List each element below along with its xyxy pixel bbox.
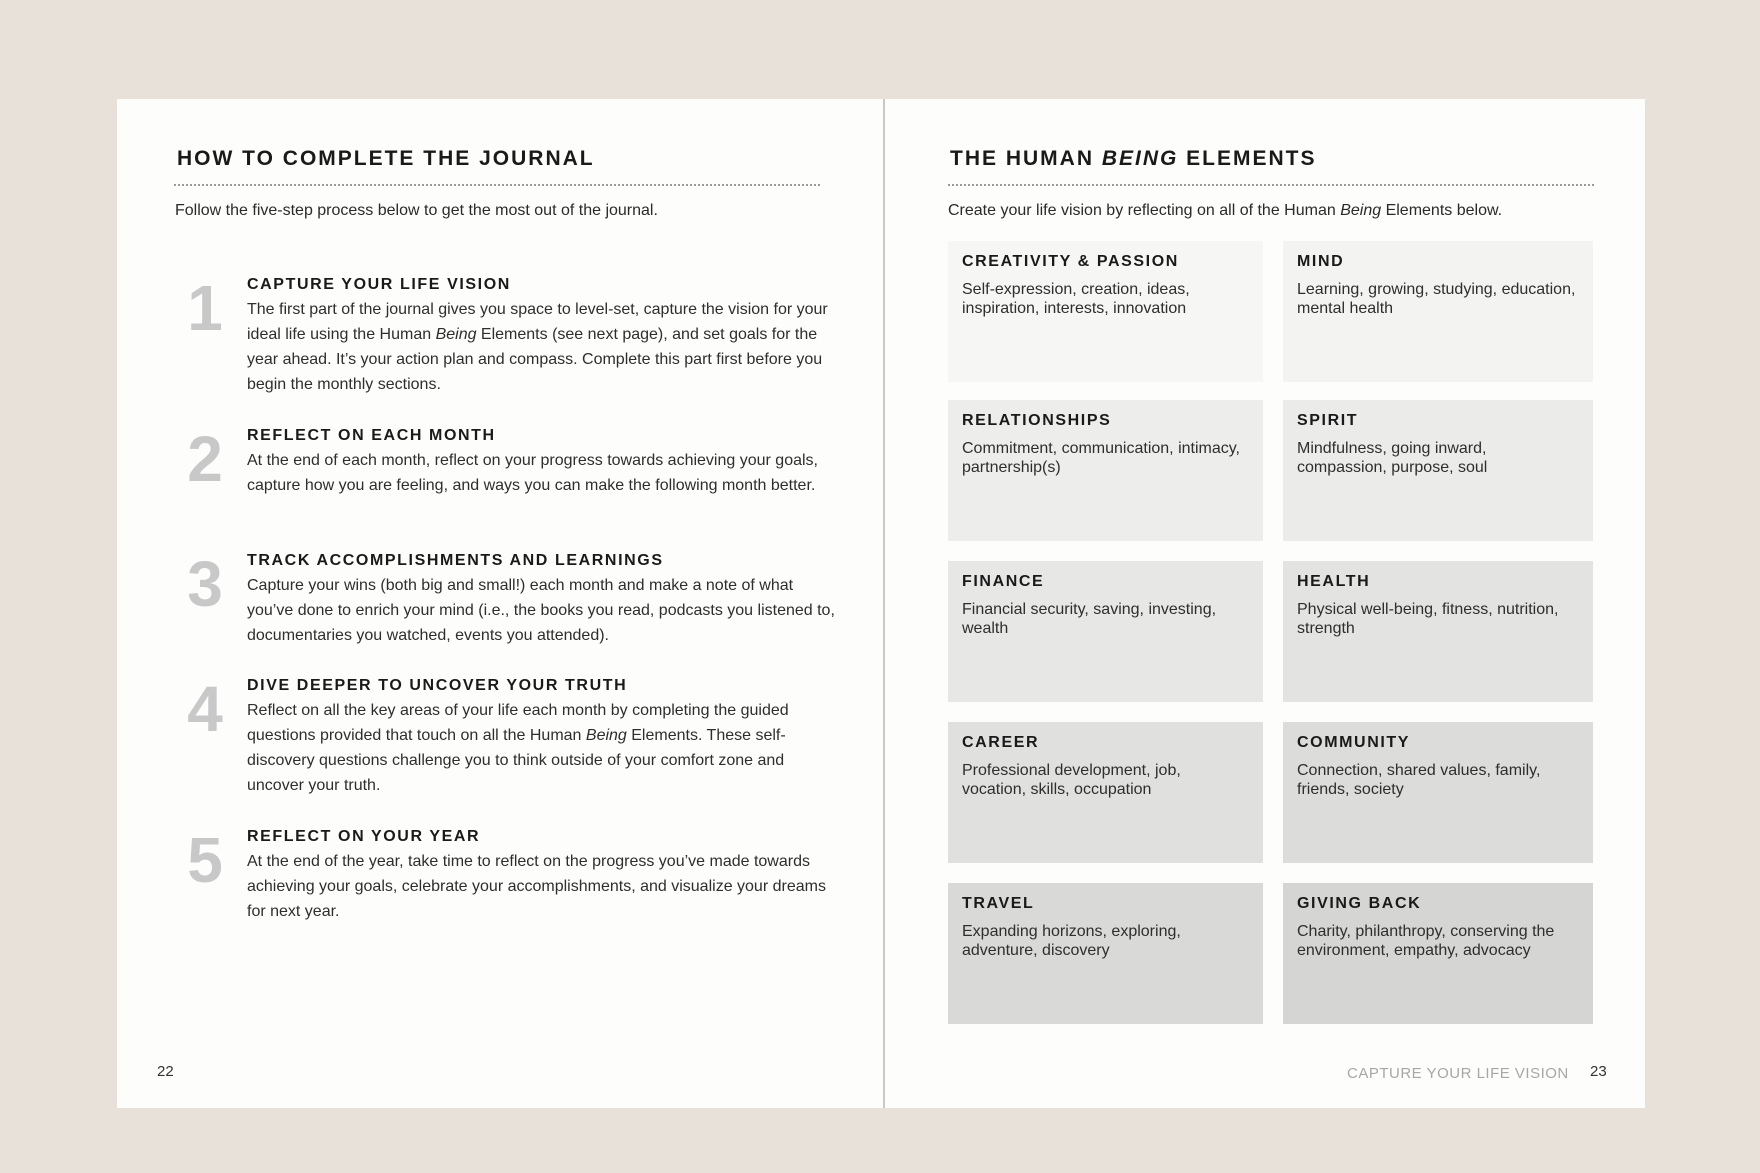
step-title: CAPTURE YOUR LIFE VISION [247,276,511,293]
step-title: DIVE DEEPER TO UNCOVER YOUR TRUTH [247,677,628,694]
element-title: CAREER [962,734,1040,751]
element-title: FINANCE [962,573,1045,590]
element-description: Connection, shared values, family, friends, society [1297,762,1541,798]
step-title: REFLECT ON YOUR YEAR [247,828,481,845]
right-heading-divider [948,184,1594,186]
element-description: Learning, growing, studying, education, mental health [1297,281,1576,317]
step-body: At the end of each month, reflect on your progress towards achieving your goals, capture how you are feeling, and ways you can make the following month better. [247,452,818,494]
left-heading-divider [174,184,820,186]
left-page-intro: Follow the five-step process below to get the most out of the journal. [175,202,658,219]
element-title: TRAVEL [962,895,1035,912]
element-description: Mindfulness, going inward, compassion, purpose, soul [1297,440,1488,476]
step-number: 3 [187,548,223,620]
step-title: REFLECT ON EACH MONTH [247,427,496,444]
element-description: Commitment, communication, intimacy, partnership(s) [962,440,1240,476]
heading-emphasis: BEING [1101,147,1179,170]
page-number-left: 22 [157,1063,174,1080]
element-card [1283,722,1593,863]
element-card [1283,400,1593,541]
left-page-heading: HOW TO COMPLETE THE JOURNAL [177,147,595,170]
right-page-heading [950,147,1317,171]
element-card [948,883,1263,1024]
element-description: Expanding horizons, exploring, adventure, discovery [962,923,1181,959]
element-title: GIVING BACK [1297,895,1422,912]
step-title: TRACK ACCOMPLISHMENTS AND LEARNINGS [247,552,664,569]
step-number: 2 [187,423,223,495]
step-body: The first part of the journal gives you space to level-set, capture the vision for your ideal life using the Human Being Elements (see next page), and set goals for the year ahead. It’s your action plan and compass. Complete this part first before you begin the monthly sections. [247,301,828,393]
running-head: CAPTURE YOUR LIFE VISION [1347,1065,1569,1082]
step-body: Reflect on all the key areas of your life each month by completing the guided questions provided that touch on all the Human Being Elements. These self-discovery questions challenge you to think outside of your comfort zone and uncover your truth. [247,702,789,794]
heading-text: THE HUMAN [950,147,1102,170]
heading-text: ELEMENTS [1178,147,1317,170]
element-card [948,722,1263,863]
element-description: Charity, philanthropy, conserving the environment, empathy, advocacy [1297,923,1555,959]
element-title: COMMUNITY [1297,734,1411,751]
element-card [948,561,1263,702]
step-body: Capture your wins (both big and small!) each month and make a note of what you’ve done to enrich your mind (i.e., the books you read, podcasts you listened to, documentaries you watched, events you attended). [247,577,835,644]
step-number: 4 [187,673,223,745]
page-gutter [883,99,885,1108]
element-description: Professional development, job, vocation, skills, occupation [962,762,1181,798]
element-title: RELATIONSHIPS [962,412,1112,429]
element-description: Self-expression, creation, ideas, inspiration, interests, innovation [962,281,1190,317]
element-title: HEALTH [1297,573,1371,590]
step-number: 5 [187,824,223,896]
page-number-right: 23 [1590,1063,1607,1080]
element-title: CREATIVITY & PASSION [962,253,1179,270]
element-title: MIND [1297,253,1345,270]
element-card [1283,883,1593,1024]
element-title: SPIRIT [1297,412,1359,429]
element-description: Financial security, saving, investing, wealth [962,601,1217,637]
element-card [1283,241,1593,382]
right-page-intro: Create your life vision by reflecting on all of the Human Being Elements below. [948,202,1503,219]
element-card [1283,561,1593,702]
element-card [948,400,1263,541]
step-number: 1 [187,272,223,344]
element-description: Physical well-being, fitness, nutrition, strength [1297,601,1559,637]
step-body: At the end of the year, take time to reflect on the progress you’ve made towards achieving your goals, celebrate your accomplishments, and visualize your dreams for next year. [247,853,826,920]
element-card [948,241,1263,382]
